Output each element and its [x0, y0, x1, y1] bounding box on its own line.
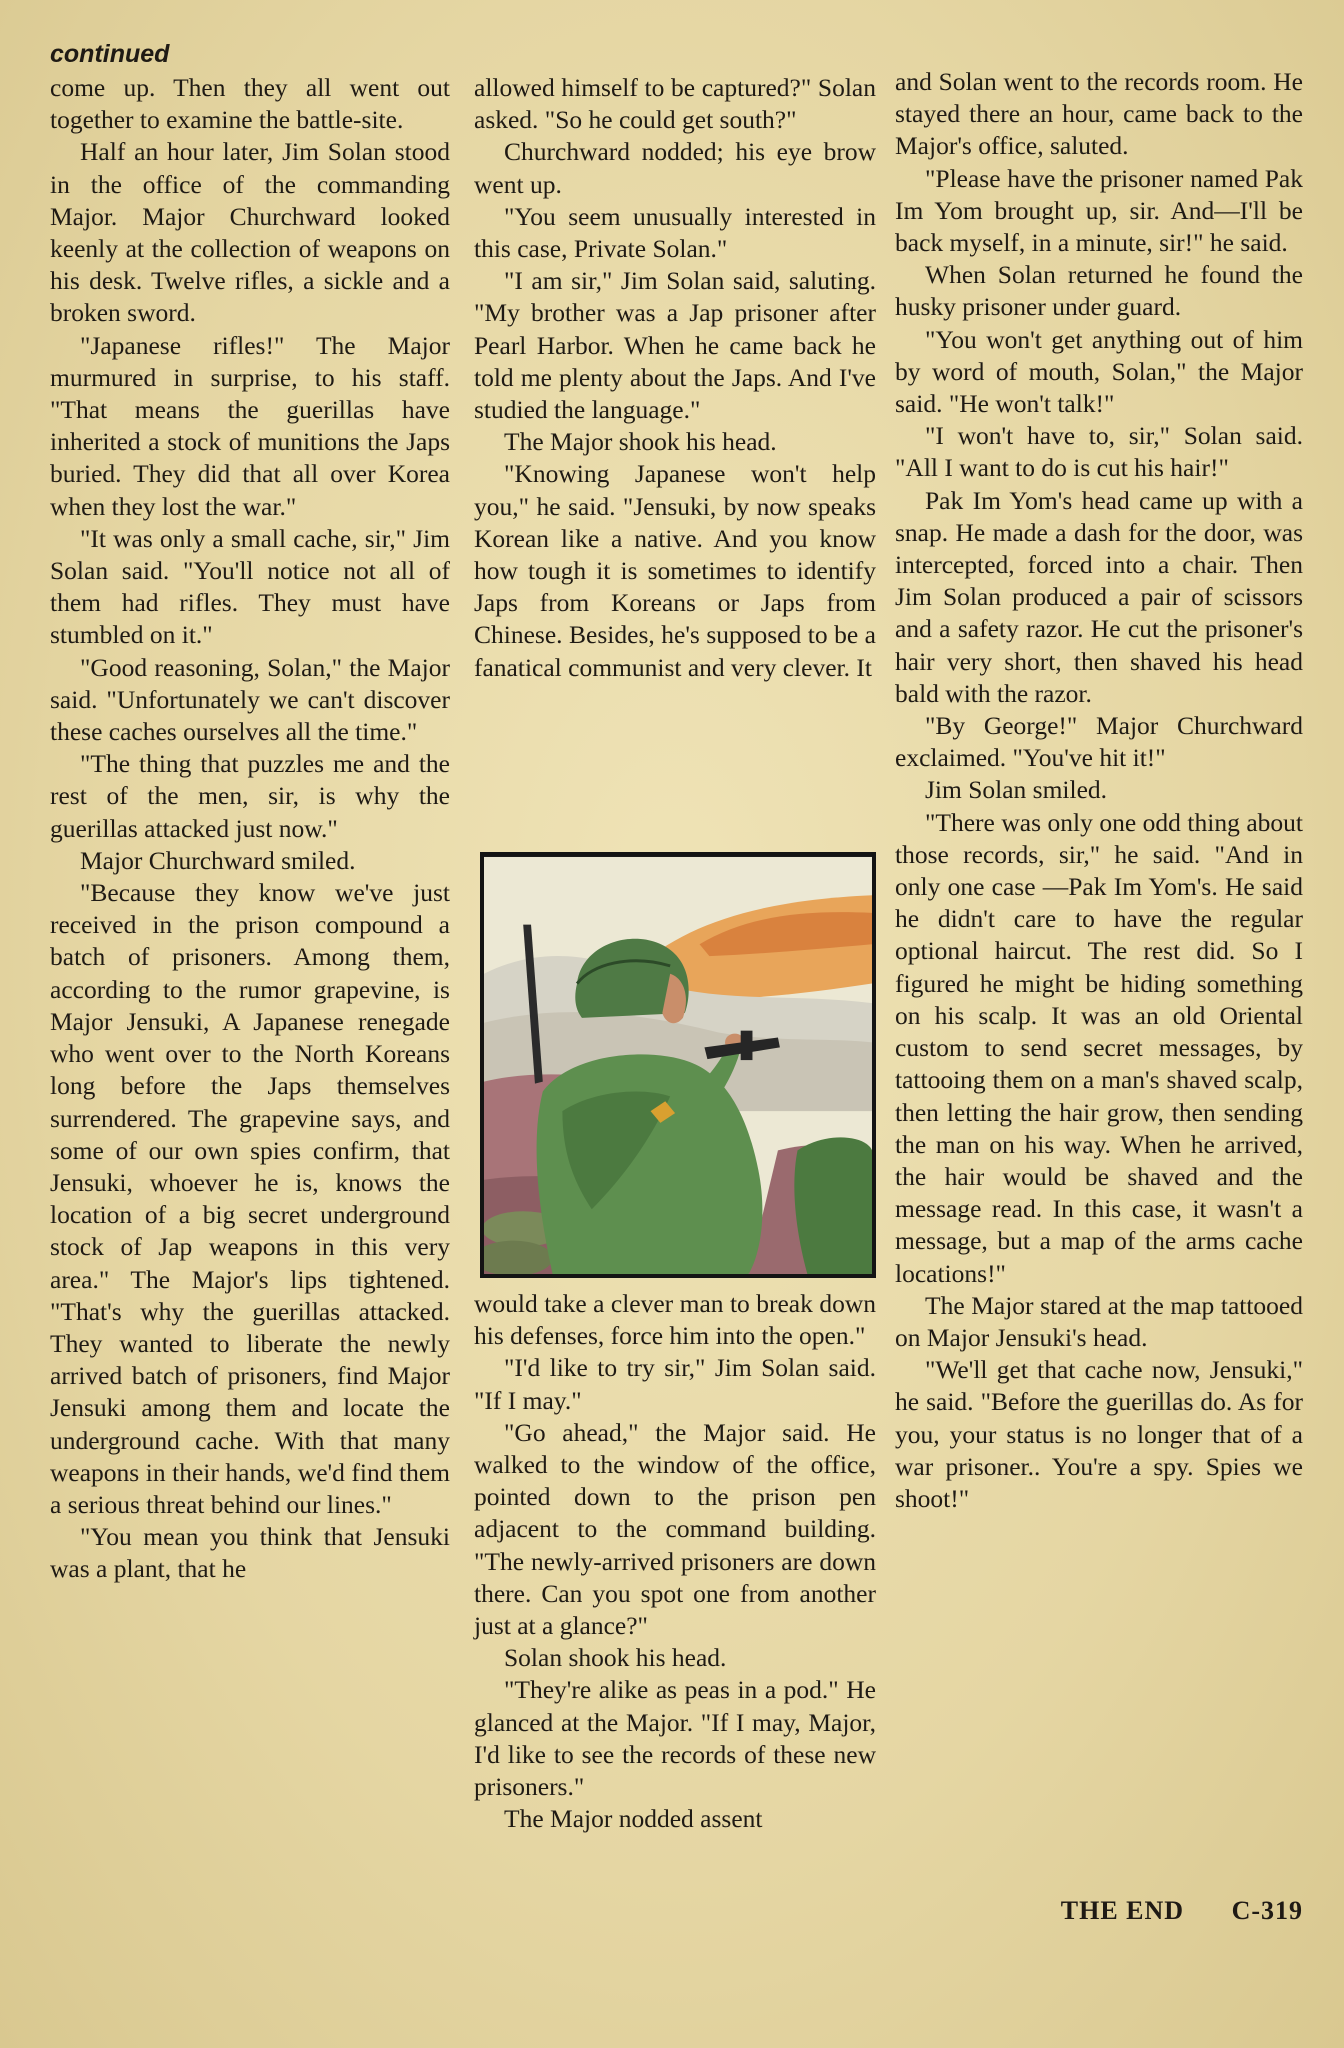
paragraph: come up. Then they all went out together to examine the battle-site.	[50, 73, 450, 135]
paragraph: When Solan returned he found the husky prisoner under guard.	[895, 260, 1303, 322]
paragraph: "By George!" Major Churchward exclaimed. "You've hit it!"	[895, 711, 1303, 773]
paragraph: "You mean you think that Jensuki was a plant, that he	[50, 1522, 450, 1584]
paragraph: "Knowing Japanese won't help you," he said. "Jensuki, by now speaks Korean like a native. And you know how tough it is sometimes to identify Japs from Koreans or Japs from Chinese. Besides, he's supposed to be a fanatical communist and very clever. It	[474, 459, 876, 682]
paragraph: "Because they know we've just received in the prison compound a batch of prisoners. Among them, according to the rumor grapevine, is Major Jensuki, A Japanese renegade who went over to the North Koreans long before the Japs themselves surrendered. The grapevine says, and some of our own spies confirm, that Jensuki, whoever he is, knows the location of a big secret underground stock of Jap weapons in this very area." The Major's lips tightened. "That's why the guerillas attacked. They wanted to liberate the newly arrived batch of prisoners, find Major Jensuki among them and locate the underground cache. With that many weapons in their hands, we'd find them a serious threat behind our lines."	[50, 878, 450, 1519]
paragraph: "The thing that puzzles me and the rest of the men, sir, is why the guerillas attacked just now."	[50, 749, 450, 843]
text-column-2-top	[474, 72, 876, 684]
paragraph: Half an hour later, Jim Solan stood in the office of the commanding Major. Major Churchward looked keenly at the collection of weapons on his desk. Twelve rifles, a sickle and a broken sword.	[50, 137, 450, 328]
paragraph: Pak Im Yom's head came up with a snap. He made a dash for the door, was intercepted, forced into a chair. Then Jim Solan produced a pair of scissors and a safety razor. He cut the prisoner's hair very short, then shaved his head bald with the razor.	[895, 485, 1303, 708]
paragraph: Jim Solan smiled.	[925, 775, 1108, 805]
paragraph: "Go ahead," the Major said. He walked to the window of the office, pointed down to the prison pen adjacent to the command building. "The newly-arrived prisoners are down there. Can you spot one from another just at a glance?"	[474, 1417, 876, 1641]
soldier-illustration	[480, 852, 876, 1278]
paragraph: Major Churchward smiled.	[80, 845, 356, 875]
the-end-label: THE END	[1060, 1896, 1185, 1925]
paragraph: Churchward nodded; his eye brow went up.	[474, 137, 876, 199]
paragraph: would take a clever man to break down his defenses, force him into the open."	[474, 1289, 876, 1351]
paragraph: "I won't have to, sir," Solan said. "All I want to do is cut his hair!"	[895, 421, 1303, 483]
paragraph: "Please have the prisoner named Pak Im Yom brought up, sir. And—I'll be back myself, in a minute, sir!" he said.	[895, 163, 1303, 258]
paragraph: "I'd like to try sir," Jim Solan said. "If I may."	[474, 1353, 876, 1415]
soldier-in-trench-image	[484, 856, 872, 1274]
text-column-2-bottom	[474, 1288, 876, 1835]
paragraph: Solan shook his head.	[504, 1643, 727, 1673]
paragraph: "Japanese rifles!" The Major murmured in surprise, to his staff. "That means the guerillas have inherited a stock of munitions the Japs buried. They did that all over Korea when they lost the war."	[50, 330, 450, 521]
paragraph: "You won't get anything out of him by word of mouth, Solan," the Major said. "He won't talk!"	[895, 324, 1303, 419]
page-code: C-319	[1231, 1896, 1303, 1925]
paragraph: allowed himself to be captured?" Solan asked. "So he could get south?"	[474, 73, 876, 135]
paragraph: "We'll get that cache now, Jensuki," he said. "Before the guerillas do. As for you, your status is no longer that of a war prisoner.. You're a spy. Spies we shoot!"	[895, 1355, 1303, 1513]
paragraph: "You seem unusually interested in this case, Private Solan."	[474, 201, 876, 264]
paragraph: The Major shook his head.	[504, 427, 777, 457]
paragraph: "There was only one odd thing about those records, sir," he said. "And in only one case —Pak Im Yom's. He said he didn't care to have the regular optional haircut. The rest did. So I figured he might be hiding something on his scalp. It was an old Oriental custom to send secret messages, by tattooing them on a man's shaved scalp, then letting the hair grow, then sending the man on his way. When he arrived, the hair would be shaved and the message read. In this case, it wasn't a message, but a map of the arms cache locations!"	[895, 807, 1303, 1288]
paragraph: "Good reasoning, Solan," the Major said. "Unfortunately we can't discover these caches ourselves all the time."	[50, 652, 450, 747]
text-column-1	[50, 72, 450, 1586]
page-footer	[1061, 1896, 1303, 1926]
text-column-3	[895, 66, 1303, 1515]
paragraph: The Major stared at the map tattooed on Major Jensuki's head.	[895, 1290, 1303, 1352]
paragraph: "It was only a small cache, sir," Jim Solan said. "You'll notice not all of them had rifles. They must have stumbled on it."	[50, 523, 450, 650]
continued-label: continued	[50, 40, 170, 68]
paragraph: The Major nodded assent	[504, 1804, 763, 1834]
paragraph: and Solan went to the records room. He stayed there an hour, came back to the Major's office, saluted.	[895, 67, 1303, 161]
paragraph: "They're alike as peas in a pod." He glanced at the Major. "If I may, Major, I'd like to see the records of these new prisoners."	[474, 1675, 876, 1802]
paragraph: "I am sir," Jim Solan said, saluting. "My brother was a Jap prisoner after Pearl Harbor. When he came back he told me plenty about the Japs. And I've studied the language."	[474, 266, 876, 425]
